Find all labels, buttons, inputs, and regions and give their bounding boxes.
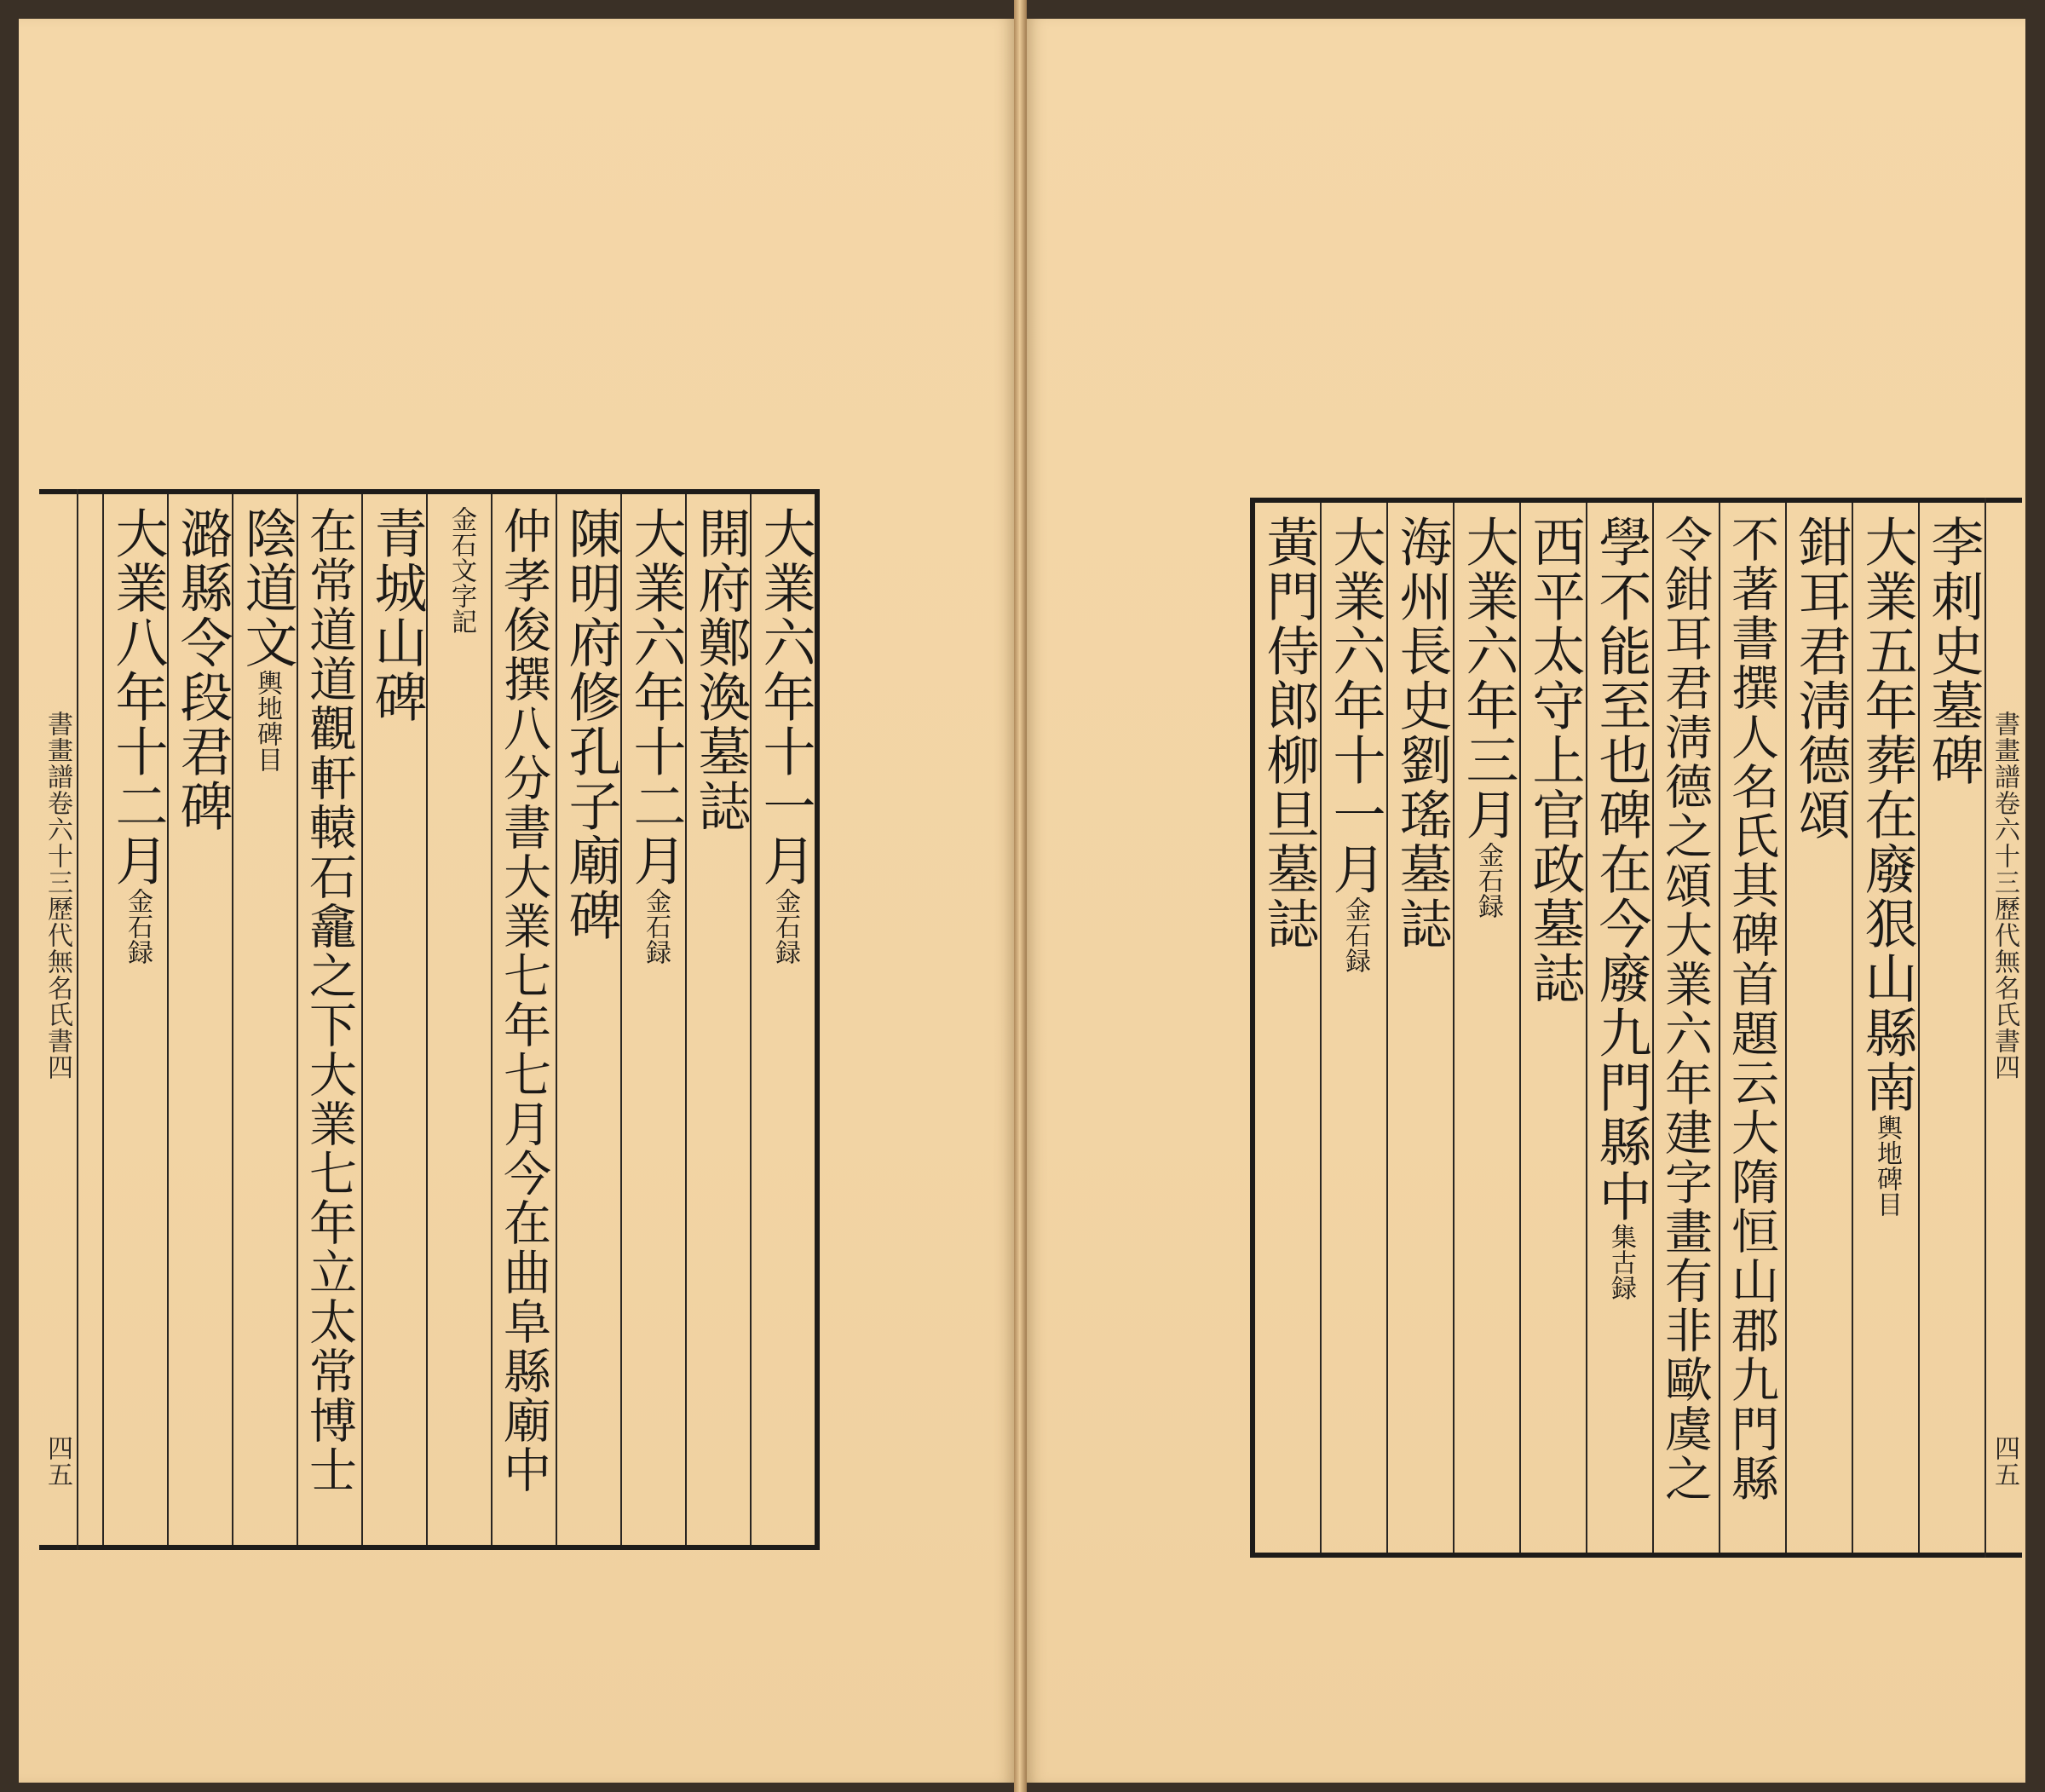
text-column: [685, 494, 752, 1545]
column-note: 金石文字記: [446, 506, 476, 634]
column-text: 在常道道觀軒轅石龕之下大業七年立太常博士: [302, 506, 357, 1495]
column-text: 鉗耳君淸德頌: [1789, 515, 1852, 842]
column-text: 大業八年十二月: [107, 506, 169, 888]
column-note: 金石録: [1340, 896, 1370, 973]
text-column: [167, 494, 233, 1545]
column-text: 西平太守上官政墓誌: [1524, 515, 1586, 1005]
text-column: [1255, 503, 1320, 1553]
column-note: 輿地碑目: [252, 670, 282, 772]
column-text: 陳明府修孔子廟碑: [560, 506, 622, 942]
text-column: [102, 494, 169, 1545]
column-note: 金石録: [1473, 842, 1503, 919]
text-column: [1453, 503, 1521, 1553]
column-note: 集古録: [1606, 1224, 1636, 1300]
column-text: 大業六年十一月: [1324, 515, 1386, 896]
column-note: 金石録: [123, 888, 153, 965]
text-column: [620, 494, 687, 1545]
column-note: 金石録: [641, 888, 671, 965]
text-column: [1719, 503, 1787, 1553]
text-column: [1519, 503, 1587, 1553]
column-text: 大業六年十一月: [754, 506, 816, 888]
text-column: [232, 494, 298, 1545]
margin-title: 書畫譜卷六十三歷代無名氏書四: [43, 711, 72, 1080]
column-text: 學不能至也碑在今廢九門縣中: [1590, 515, 1652, 1224]
fold-margin: [1985, 498, 2024, 1558]
column-text: 令鉗耳君淸德之頌大業六年建字畫有非歐虞之: [1657, 515, 1713, 1503]
column-text: 大業六年三月: [1457, 515, 1519, 842]
right-page: [1027, 19, 2025, 1783]
text-column: [1652, 503, 1720, 1553]
column-text: 不著書撰人名氏其碑首題云大隋恒山郡九門縣: [1724, 515, 1779, 1503]
column-text: 開府鄭渙墓誌: [689, 506, 752, 833]
text-column: [426, 494, 493, 1545]
text-column: [1320, 503, 1388, 1553]
text-column: [556, 494, 622, 1545]
text-column: [491, 494, 557, 1545]
column-text: 大業五年葬在廢狠山縣南: [1856, 515, 1918, 1115]
text-column: [1386, 503, 1455, 1553]
text-column: [1785, 503, 1853, 1553]
column-text: 李刺史墓碑: [1922, 515, 1985, 787]
left-text-frame: [39, 489, 820, 1550]
column-text: 黃門侍郎柳旦墓誌: [1258, 515, 1320, 951]
column-text: 陰道文: [236, 506, 298, 670]
column-text: 仲孝俊撰八分書大業七年七月今在曲阜縣廟中: [496, 506, 551, 1495]
column-text: 青城山碑: [366, 506, 428, 724]
text-column: [297, 494, 363, 1545]
text-column: [1586, 503, 1654, 1553]
page-number: 四五: [43, 1435, 72, 1488]
column-text: 大業六年十二月: [625, 506, 687, 888]
column-text: 海州長史劉瑤墓誌: [1391, 515, 1453, 951]
column-note: 輿地碑目: [1872, 1115, 1902, 1217]
margin-title: 書畫譜卷六十三歷代無名氏書四: [1990, 711, 2019, 1080]
right-text-frame: [1250, 498, 2022, 1558]
page-number: 四五: [1990, 1435, 2019, 1488]
text-column: [361, 494, 428, 1545]
text-column: [750, 494, 816, 1545]
fold-margin: [39, 489, 78, 1550]
column-text: 潞縣令段君碑: [171, 506, 233, 833]
text-column: [1918, 503, 1986, 1553]
book-spine: [1014, 0, 1027, 1792]
left-page: [19, 19, 1014, 1783]
column-note: 金石録: [770, 888, 800, 965]
text-column: [1852, 503, 1920, 1553]
